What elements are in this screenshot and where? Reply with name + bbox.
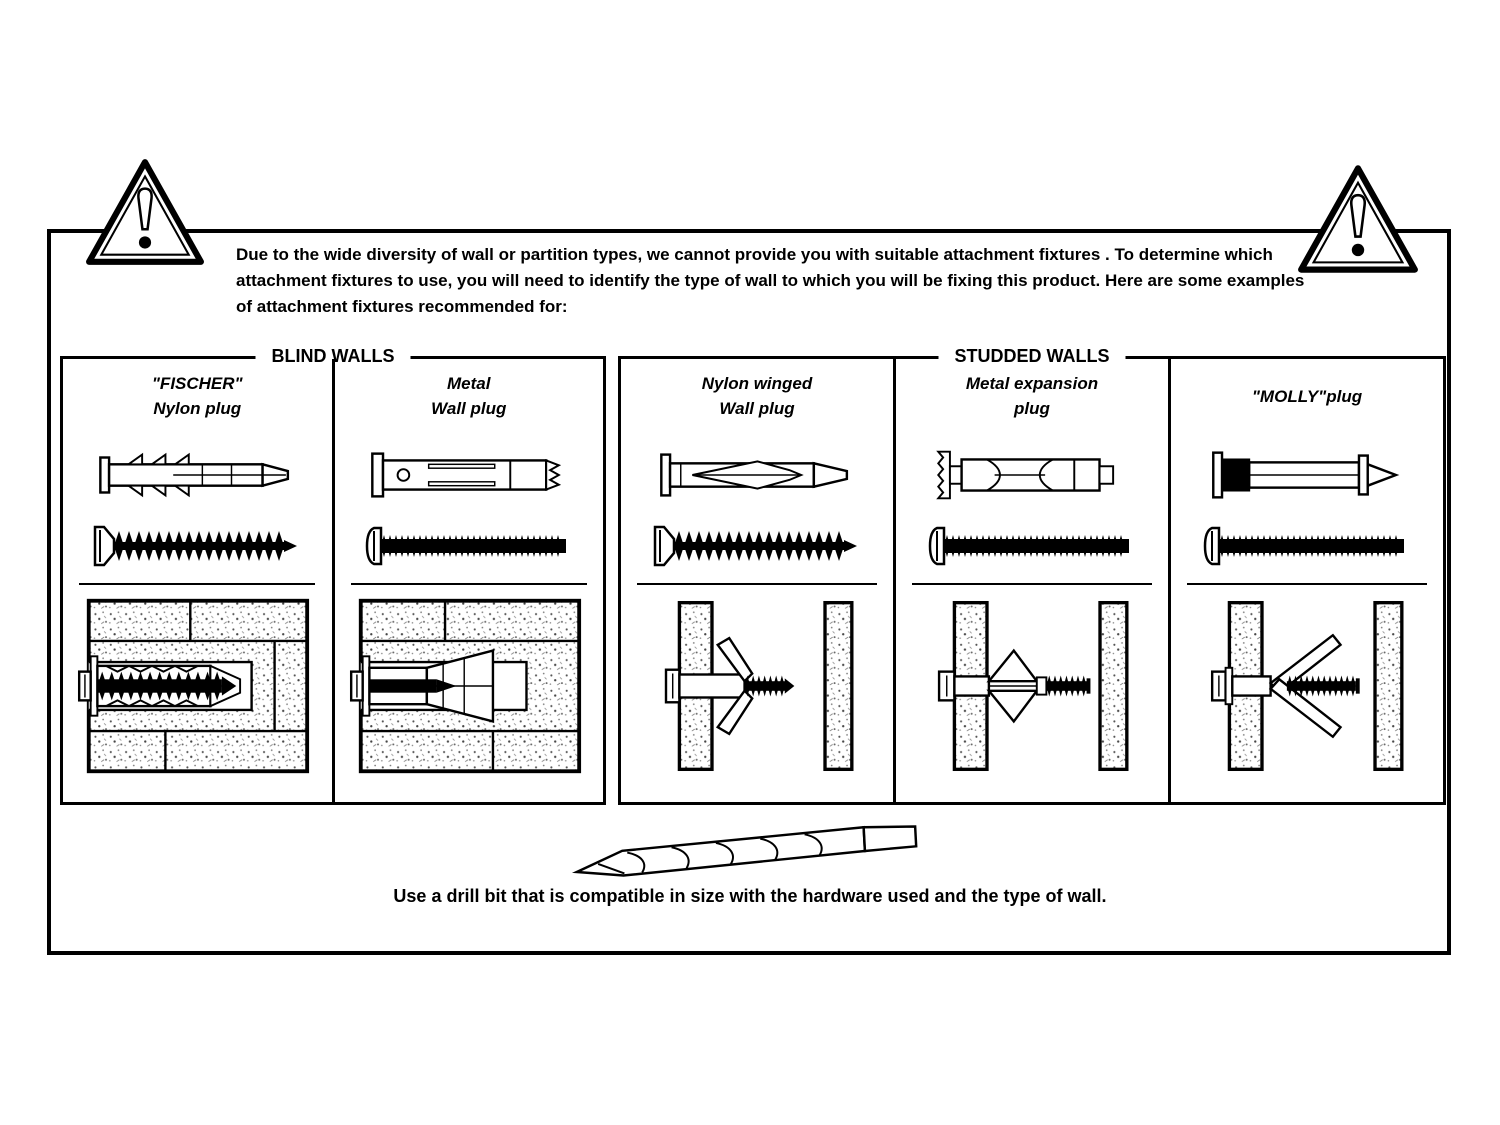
column-divider-line (637, 583, 876, 585)
fixture-name-line1: Metal expansion (965, 374, 1099, 393)
column-metal-expansion-plug (893, 359, 1168, 802)
column-nylon-winged-plug (621, 359, 893, 802)
drill-bit-icon (568, 816, 934, 891)
footer-instruction: Use a drill bit that is compatible in size with the hardware used and the type of wall. (393, 886, 1107, 906)
fixture-name-line1: "FISCHER" (151, 374, 243, 393)
fixture-name-line2: plug (1014, 399, 1050, 418)
column-fischer-nylon-plug (63, 359, 332, 802)
fixture-name (63, 359, 332, 433)
column-metal-wall-plug (332, 359, 604, 802)
wood-screw-icon (621, 517, 893, 575)
warning-triangle-icon (84, 156, 206, 270)
fixture-name (896, 359, 1168, 433)
fixture-name (335, 359, 604, 433)
machine-screw-icon (335, 517, 604, 575)
metal-wall-plug-icon (335, 433, 604, 517)
column-divider-line (351, 583, 587, 585)
fixture-name-line1: Nylon winged (701, 374, 813, 393)
metal-expansion-plug-icon (896, 433, 1168, 517)
fixture-name-line2: Wall plug (431, 399, 507, 418)
expansion-plug-installed-cross-section-icon (896, 595, 1168, 777)
intro-paragraph: Due to the wide diversity of wall or partition types, we cannot provide you with suitable attachment fixtures . To determine which attachment fixtures to use, you will need to identify the type of wall to which you will be fixing this product. Here are some examples of attachment fixtures recommended for: (236, 245, 1305, 316)
section-studded-walls (618, 346, 1446, 805)
column-divider-line (912, 583, 1151, 585)
section-title-blind-walls: BLIND WALLS (256, 346, 411, 367)
nylon-winged-plug-icon (621, 433, 893, 517)
winged-plug-installed-cross-section-icon (621, 595, 893, 777)
molly-plug-installed-cross-section-icon (1171, 595, 1443, 777)
fixture-name-line1: Metal (447, 374, 491, 393)
fixture-name (1171, 359, 1443, 433)
metal-plug-installed-cross-section-icon (335, 595, 604, 777)
fixture-name-line2: Nylon plug (153, 399, 242, 418)
fischer-nylon-plug-icon (63, 433, 332, 517)
fixture-name (621, 359, 893, 433)
wood-screw-icon (63, 517, 332, 575)
machine-screw-icon (896, 517, 1168, 575)
section-title-studded-walls: STUDDED WALLS (939, 346, 1126, 367)
fixture-name-line1: "MOLLY"plug (1251, 386, 1363, 406)
column-divider-line (79, 583, 315, 585)
column-divider-line (1187, 583, 1426, 585)
molly-plug-icon (1171, 433, 1443, 517)
fischer-installed-cross-section-icon (63, 595, 332, 777)
fixture-name-line2: Wall plug (719, 399, 795, 418)
column-molly-plug (1168, 359, 1443, 802)
section-blind-walls (60, 346, 606, 805)
machine-screw-icon (1171, 517, 1443, 575)
